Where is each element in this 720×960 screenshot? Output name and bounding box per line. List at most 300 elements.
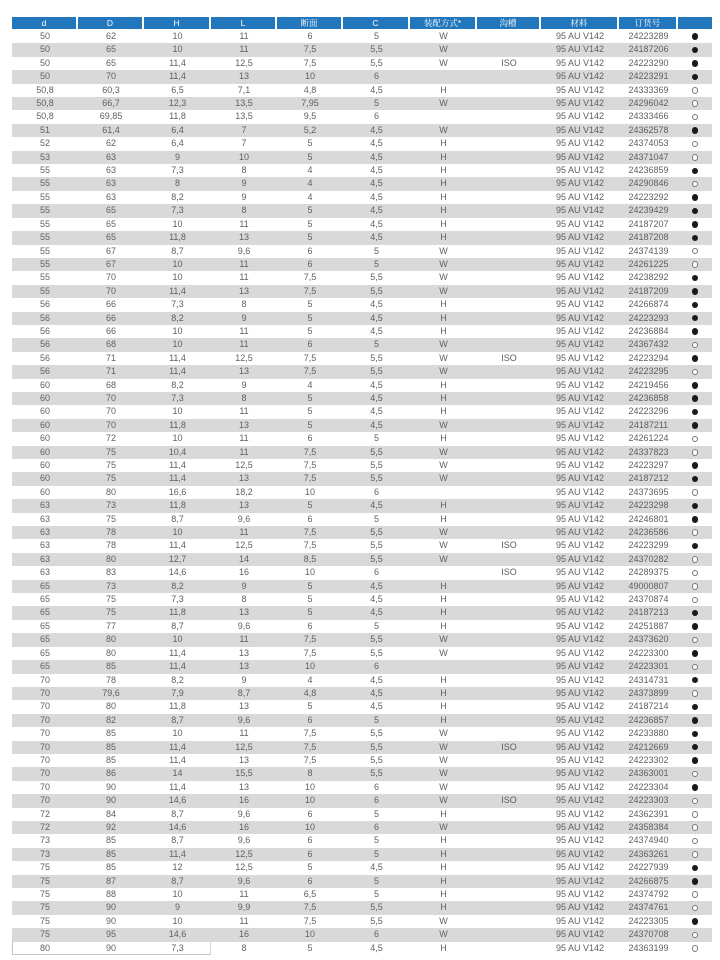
cell-d: 70 [12,741,78,754]
cell-material: 95 AU V142 [541,204,619,217]
cell-H: 11,4 [144,660,211,673]
cell-H: 11,4 [169,781,186,792]
cell-order_no: 24358384 [619,821,678,834]
cell-mounting: W [439,57,448,68]
cell-C: 4,5 [370,862,383,873]
cell-groove [477,285,541,298]
cell-material: 95 AU V142 [541,741,619,754]
cell-availability [678,30,712,43]
table-row [12,620,712,633]
cell-availability [678,513,712,526]
cell-availability [678,781,712,794]
col-header-section: 断面 [277,17,343,29]
cell-C: 5 [373,620,379,631]
cell-H: 10 [172,31,183,41]
cell-availability [678,526,712,539]
cell-H: 7,3 [144,392,211,405]
availability-filled-circle-icon [692,47,699,54]
cell-H: 6,5 [171,84,184,95]
cell-L: 9,9 [211,901,277,914]
cell-D: 65 [105,57,116,68]
cell-L: 12,5 [235,862,253,873]
table-row [12,848,712,861]
cell-D: 72 [105,433,116,444]
cell-d: 55 [39,272,50,283]
cell-groove [477,714,541,727]
cell-order_no: 24333369 [628,84,669,95]
availability-filled-circle-icon [692,717,699,724]
cell-mounting: H [410,580,477,593]
table-row [12,901,712,914]
cell-section: 7,5 [303,352,317,363]
cell-groove [477,513,541,526]
cell-L: 11 [239,889,249,899]
cell-availability [678,110,712,123]
table-row [12,164,712,177]
cell-C: 4,5 [370,138,383,149]
cell-availability [678,700,712,713]
cell-order_no: 24223296 [628,406,669,417]
cell-C: 6 [373,486,379,497]
cell-material: 95 AU V142 [541,151,619,164]
cell-L: 12,5 [211,848,277,861]
cell-H: 11,8 [144,499,211,512]
cell-groove [477,419,541,432]
cell-d: 55 [12,231,78,244]
cell-groove [477,620,541,633]
cell-material: 95 AU V142 [541,392,619,405]
cell-mounting: H [440,84,447,95]
table-header-row [12,17,712,29]
cell-groove [477,942,541,955]
cell-D: 70 [78,419,144,432]
cell-C: 4,5 [370,165,383,176]
cell-groove [477,526,541,539]
availability-open-circle-icon [692,891,699,898]
cell-availability [678,539,712,552]
cell-section: 7,5 [277,901,343,914]
cell-D: 75 [105,460,116,470]
cell-availability [678,606,712,619]
cell-H: 8 [144,177,211,190]
cell-C: 5,5 [343,472,410,485]
availability-open-circle-icon [692,637,699,644]
cell-order_no: 24187206 [619,43,678,56]
cell-C: 6 [343,70,410,83]
cell-L: 13 [211,660,277,673]
cell-L: 14 [211,553,277,566]
cell-D: 70 [105,272,116,283]
cell-mounting [410,70,477,83]
cell-mounting: H [410,606,477,619]
cell-order_no: 24362578 [619,124,678,137]
cell-H: 9 [144,901,211,914]
table-row [12,539,712,552]
cell-availability [678,727,712,740]
cell-material: 95 AU V142 [541,875,619,888]
col-header-availability [678,17,712,29]
cell-D: 79,6 [78,687,144,700]
cell-groove [477,928,541,941]
cell-order_no: 24337823 [619,446,678,459]
cell-D: 66 [78,312,144,325]
cell-C: 4,5 [343,177,410,190]
cell-mounting: H [410,204,477,217]
cell-D: 70 [78,285,144,298]
cell-H: 8,7 [144,714,211,727]
cell-L: 9,6 [237,245,251,256]
cell-D: 70 [78,392,144,405]
cell-mounting: W [410,553,477,566]
cell-order_no: 24374940 [628,835,669,846]
cell-material: 95 AU V142 [555,915,605,926]
cell-order_no: 24187214 [628,701,669,712]
cell-C: 4,5 [370,191,383,202]
cell-groove [477,271,541,284]
cell-C: 4,5 [343,580,410,593]
cell-D: 80 [105,486,116,497]
cell-D: 60,3 [102,84,120,95]
cell-groove [477,808,541,821]
cell-C: 6 [373,111,379,122]
cell-material: 95 AU V142 [555,808,605,819]
cell-C: 5,5 [370,57,383,68]
cell-order_no: 24238292 [628,272,669,283]
availability-open-circle-icon [692,824,699,831]
cell-d: 65 [12,660,78,673]
cell-availability [678,687,712,700]
cell-d: 75 [39,915,50,926]
cell-L: 11 [211,258,277,271]
cell-order_no: 24187208 [619,231,678,244]
cell-section: 7,5 [303,540,317,551]
cell-d: 50 [39,57,50,68]
table-row [12,446,712,459]
cell-d: 60 [39,379,50,390]
cell-material: 95 AU V142 [555,728,605,739]
cell-groove [477,459,541,472]
cell-C: 4,5 [343,312,410,325]
availability-open-circle-icon [692,597,699,604]
cell-material: 95 AU V142 [541,124,619,137]
cell-order_no: 24187211 [619,419,678,432]
cell-C: 6 [343,928,410,941]
cell-L: 13 [238,781,249,792]
cell-material: 95 AU V142 [541,580,619,593]
cell-D: 67 [78,258,144,271]
cell-d: 55 [12,258,78,271]
cell-C: 4,5 [343,124,410,137]
cell-L: 8 [241,942,247,953]
cell-groove [477,110,541,123]
cell-material: 95 AU V142 [541,70,619,83]
cell-material: 95 AU V142 [541,821,619,834]
cell-H: 11,8 [169,111,186,122]
cell-C: 5 [343,97,410,110]
table-row [12,553,712,566]
cell-L: 9,6 [237,513,251,524]
availability-filled-circle-icon [692,235,699,242]
table-row [12,124,712,137]
cell-material: 95 AU V142 [555,862,605,873]
cell-material: 95 AU V142 [555,31,605,41]
cell-L: 12,5 [235,57,253,68]
cell-d: 70 [39,701,50,712]
availability-open-circle-icon [692,87,699,94]
table-row [12,30,712,43]
cell-C: 5 [343,258,410,271]
table-row [12,486,712,499]
cell-d: 60 [39,433,50,444]
cell-material: 95 AU V142 [555,57,605,68]
availability-filled-circle-icon [692,194,699,201]
cell-H: 8,7 [171,245,184,256]
cell-H: 8,2 [171,674,184,685]
cell-mounting: W [439,352,448,363]
cell-order_no: 24223298 [619,499,678,512]
cell-order_no: 24374792 [628,889,669,899]
cell-L: 11 [239,728,249,739]
cell-d: 60 [12,392,78,405]
table-row [12,875,712,888]
cell-mounting: W [439,460,448,470]
cell-L: 8,7 [211,687,277,700]
cell-d: 50 [12,43,78,56]
cell-H: 12,7 [144,553,211,566]
availability-filled-circle-icon [692,409,699,416]
table-row [12,834,712,847]
cell-groove [477,325,541,338]
cell-d: 80 [39,942,50,953]
cell-availability [678,472,712,485]
cell-L: 11 [211,338,277,351]
cell-mounting: W [410,446,477,459]
availability-filled-circle-icon [692,422,699,429]
cell-L: 13,5 [211,97,277,110]
cell-material: 95 AU V142 [555,647,605,658]
cell-D: 65 [78,204,144,217]
cell-H: 8,2 [171,379,184,390]
cell-mounting: W [439,754,448,765]
cell-material: 95 AU V142 [541,231,619,244]
cell-availability [678,43,712,56]
cell-C: 4,5 [370,218,383,229]
cell-H: 10 [144,43,211,56]
cell-D: 90 [105,781,116,792]
cell-material: 95 AU V142 [541,767,619,780]
cell-material: 95 AU V142 [541,419,619,432]
cell-availability [678,151,712,164]
cell-material: 95 AU V142 [555,111,605,122]
cell-mounting: H [440,379,447,390]
availability-open-circle-icon [692,248,699,255]
cell-availability [678,633,712,646]
cell-availability [678,808,712,821]
availability-filled-circle-icon [692,610,699,617]
cell-groove [477,727,541,740]
cell-order_no: 24266874 [628,299,669,310]
cell-C: 5 [343,338,410,351]
cell-H: 14,6 [144,928,211,941]
cell-d: 50,8 [36,84,54,95]
cell-C: 5,5 [370,272,383,283]
cell-mounting: W [410,526,477,539]
cell-L: 8 [211,392,277,405]
cell-order_no: 24187207 [628,218,669,229]
availability-filled-circle-icon [692,731,699,738]
cell-L: 8 [241,594,247,605]
cell-mounting: W [410,794,477,807]
col-header-mounting: 装配方式* [410,17,477,29]
table-row [12,727,712,740]
cell-section: 5 [277,392,343,405]
cell-mounting: H [440,138,447,149]
table-row [12,942,712,955]
cell-C: 5,5 [343,901,410,914]
availability-filled-circle-icon [692,382,699,389]
cell-mounting: H [440,513,447,524]
availability-open-circle-icon [692,945,699,952]
cell-section: 5 [277,151,343,164]
cell-d: 75 [12,928,78,941]
cell-availability [678,245,712,258]
availability-open-circle-icon [692,905,699,912]
cell-availability [678,432,712,445]
cell-availability [678,714,712,727]
cell-material: 95 AU V142 [555,889,605,899]
table-body [12,30,712,955]
cell-H: 11,4 [169,352,186,363]
table-row [12,513,712,526]
cell-d: 65 [12,606,78,619]
cell-mounting: H [410,499,477,512]
cell-availability [678,405,712,418]
cell-availability [678,593,712,606]
cell-section: 10 [304,781,315,792]
cell-d: 60 [12,446,78,459]
cell-d: 73 [12,848,78,861]
cell-mounting: W [410,928,477,941]
cell-availability [678,660,712,673]
cell-D: 75 [105,513,116,524]
cell-C: 5 [343,714,410,727]
cell-L: 11 [239,433,249,444]
cell-H: 8,7 [144,875,211,888]
availability-filled-circle-icon [692,623,699,630]
cell-C: 4,5 [370,84,383,95]
table-row [12,432,712,445]
cell-material: 95 AU V142 [541,258,619,271]
cell-material: 95 AU V142 [541,526,619,539]
availability-filled-circle-icon [692,275,699,282]
cell-availability [678,137,712,150]
cell-d: 55 [39,245,50,256]
cell-mounting: H [440,862,447,873]
cell-mounting: W [439,728,448,739]
cell-groove [477,97,541,110]
cell-C: 4,5 [370,406,383,417]
cell-material: 95 AU V142 [555,781,605,792]
cell-H: 11,4 [144,70,211,83]
cell-section: 7,5 [277,741,343,754]
availability-filled-circle-icon [692,878,699,885]
cell-d: 70 [39,674,50,685]
table-row [12,754,712,767]
cell-C: 4,5 [370,674,383,685]
cell-mounting: H [410,392,477,405]
cell-C: 5,5 [370,647,383,658]
cell-material: 95 AU V142 [555,567,605,578]
availability-filled-circle-icon [692,704,699,711]
cell-section: 5 [307,942,313,953]
cell-groove [477,848,541,861]
cell-d: 63 [39,540,50,551]
cell-groove [477,875,541,888]
cell-L: 10 [211,151,277,164]
cell-C: 5,5 [370,540,383,551]
cell-section: 6 [307,808,313,819]
cell-mounting [410,660,477,673]
cell-C: 5 [373,835,379,846]
cell-L: 11 [211,526,277,539]
availability-filled-circle-icon [692,476,699,483]
table-row [12,70,712,83]
cell-mounting: W [439,31,448,41]
cell-D: 83 [105,567,116,578]
availability-open-circle-icon [692,100,699,107]
cell-material: 95 AU V142 [555,406,605,417]
cell-order_no: 24219456 [628,379,669,390]
cell-H: 11,4 [169,647,186,658]
table-row [12,459,712,472]
cell-material: 95 AU V142 [541,794,619,807]
cell-d: 75 [39,862,50,873]
cell-section: 5 [277,312,343,325]
cell-groove [477,486,541,499]
cell-mounting: W [410,124,477,137]
cell-order_no: 24289375 [628,567,669,578]
availability-open-circle-icon [692,851,699,858]
cell-H: 10 [172,218,183,229]
cell-availability [678,365,712,378]
col-header-order-no: 订货号 [619,17,678,29]
cell-L: 9,6 [211,714,277,727]
cell-L: 18,2 [235,486,253,497]
cell-D: 65 [78,231,144,244]
col-header-groove: 沟槽 [477,17,541,29]
cell-D: 90 [78,794,144,807]
availability-open-circle-icon [692,570,699,577]
cell-material: 95 AU V142 [555,594,605,605]
cell-groove [477,606,541,619]
availability-open-circle-icon [692,369,699,376]
cell-groove [477,767,541,780]
cell-mounting: H [440,218,447,229]
cell-material: 95 AU V142 [555,191,605,202]
cell-mounting: H [410,312,477,325]
cell-H: 11,4 [169,57,186,68]
cell-mounting: W [410,365,477,378]
cell-d: 75 [39,889,50,899]
cell-availability [678,446,712,459]
cell-material: 95 AU V142 [555,513,605,524]
cell-L: 7 [211,124,277,137]
cell-section: 7,5 [303,272,317,283]
cell-section: 6 [307,513,313,524]
cell-section: 8,5 [277,553,343,566]
cell-availability [678,888,712,901]
cell-C: 6 [373,781,379,792]
